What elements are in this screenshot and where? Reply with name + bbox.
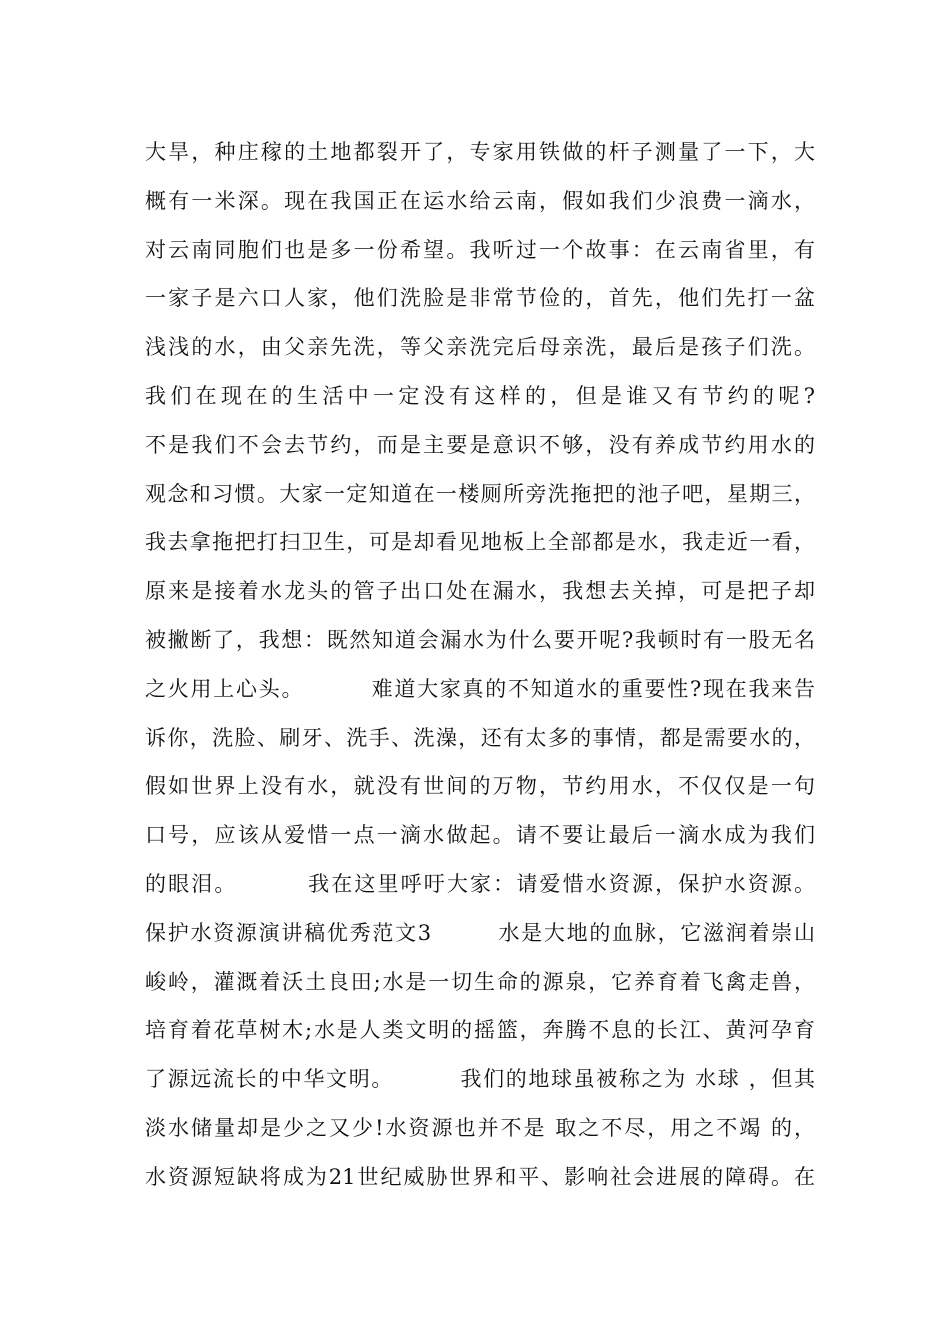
text-line: 一家子是六口人家，他们洗脸是非常节俭的，首先，他们先打一盆 bbox=[145, 286, 815, 311]
text-line: 水资源短缺将成为21世纪威胁世界和平、影响社会进展的障碍。在 bbox=[145, 1164, 815, 1189]
text-line: 的眼泪。 我在这里呼吁大家：请爱惜水资源，保护水资源。 bbox=[145, 871, 815, 896]
text-line: 观念和习惯。大家一定知道在一楼厕所旁洗拖把的池子吧，星期三， bbox=[145, 481, 815, 506]
text-line: 大旱，种庄稼的土地都裂开了，专家用铁做的杆子测量了一下，大 bbox=[145, 140, 815, 164]
body-text bbox=[145, 128, 815, 1202]
section-title-line: 保护水资源演讲稿优秀范文3 水是大地的血脉，它滋润着崇山 bbox=[145, 920, 815, 945]
text-line: 我去拿拖把打扫卫生，可是却看见地板上全部都是水，我走近一看， bbox=[145, 530, 815, 555]
text-line: 假如世界上没有水，就没有世间的万物，节约用水，不仅仅是一句 bbox=[145, 774, 815, 799]
text-line: 诉你，洗脸、刷牙、洗手、洗澡，还有太多的事情，都是需要水的， bbox=[145, 725, 815, 750]
text-line: 被撇断了，我想：既然知道会漏水为什么要开呢?我顿时有一股无名 bbox=[145, 627, 815, 652]
text-line: 不是我们不会去节约，而是主要是意识不够，没有养成节约用水的 bbox=[145, 432, 815, 457]
text-line: 了源远流长的中华文明。 我们的地球虽被称之为 水球 ，但其 bbox=[145, 1067, 815, 1092]
text-line: 培育着花草树木;水是人类文明的摇篮，奔腾不息的长江、黄河孕育 bbox=[145, 1018, 815, 1043]
text-line: 概有一米深。现在我国正在运水给云南，假如我们少浪费一滴水， bbox=[145, 188, 815, 213]
text-line: 之火用上心头。 难道大家真的不知道水的重要性?现在我来告 bbox=[145, 676, 815, 701]
text-line: 对云南同胞们也是多一份希望。我听过一个故事：在云南省里，有 bbox=[145, 237, 815, 262]
text-line: 口号，应该从爱惜一点一滴水做起。请不要让最后一滴水成为我们 bbox=[145, 823, 815, 848]
text-line: 浅浅的水，由父亲先洗，等父亲洗完后母亲洗，最后是孩子们洗。 bbox=[145, 335, 815, 360]
text-line: 淡水储量却是少之又少!水资源也并不是 取之不尽，用之不竭 的， bbox=[145, 1115, 815, 1140]
text-line: 原来是接着水龙头的管子出口处在漏水，我想去关掉，可是把子却 bbox=[145, 579, 815, 604]
text-line: 我们在现在的生活中一定没有这样的，但是谁又有节约的呢? bbox=[145, 383, 815, 408]
text-line: 峻岭，灌溉着沃土良田;水是一切生命的源泉，它养育着飞禽走兽， bbox=[145, 969, 815, 994]
